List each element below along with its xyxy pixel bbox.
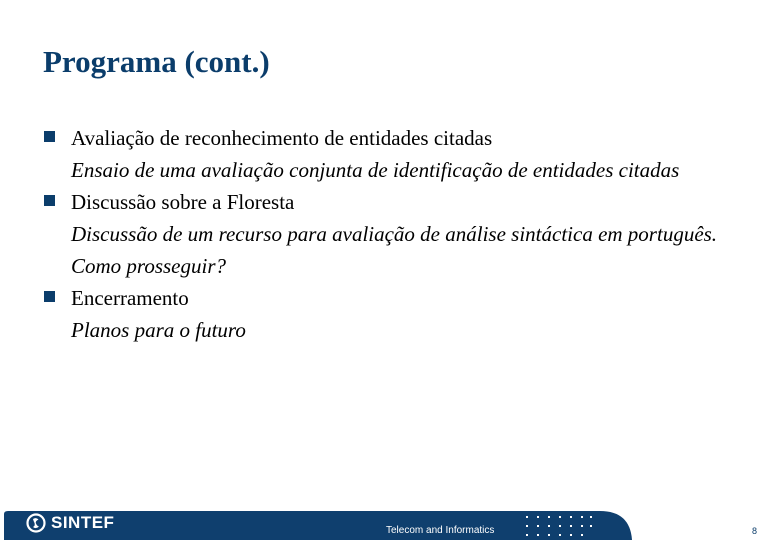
list-item [44, 122, 744, 186]
bullet-list [44, 122, 744, 346]
footer-department: Telecom and Informatics [386, 525, 495, 536]
bullet-text: Encerramento [71, 286, 189, 310]
dot-grid-decoration [524, 515, 596, 537]
bullet-text: Avaliação de reconhecimento de entidades citadas [71, 126, 493, 150]
page-number: 8 [752, 526, 758, 536]
sintef-logo-icon [26, 513, 46, 533]
bullet-text: Discussão sobre a Floresta [71, 190, 295, 214]
bullet-subtext: Ensaio de uma avaliação conjunta de identificação de entidades citadas [71, 158, 680, 182]
slide-title: Programa (cont.) [43, 44, 270, 79]
list-item [44, 186, 744, 282]
square-bullet-icon [44, 131, 55, 142]
list-item [44, 282, 744, 346]
sintef-logo [26, 513, 114, 533]
slide-footer [0, 508, 780, 540]
square-bullet-icon [44, 291, 55, 302]
bullet-subtext: Planos para o futuro [71, 318, 246, 342]
square-bullet-icon [44, 195, 55, 206]
bullet-subtext: Discussão de um recurso para avaliação de análise sintáctica em português. Como prosseguir? [71, 222, 718, 278]
logo-text: SINTEF [51, 513, 115, 532]
